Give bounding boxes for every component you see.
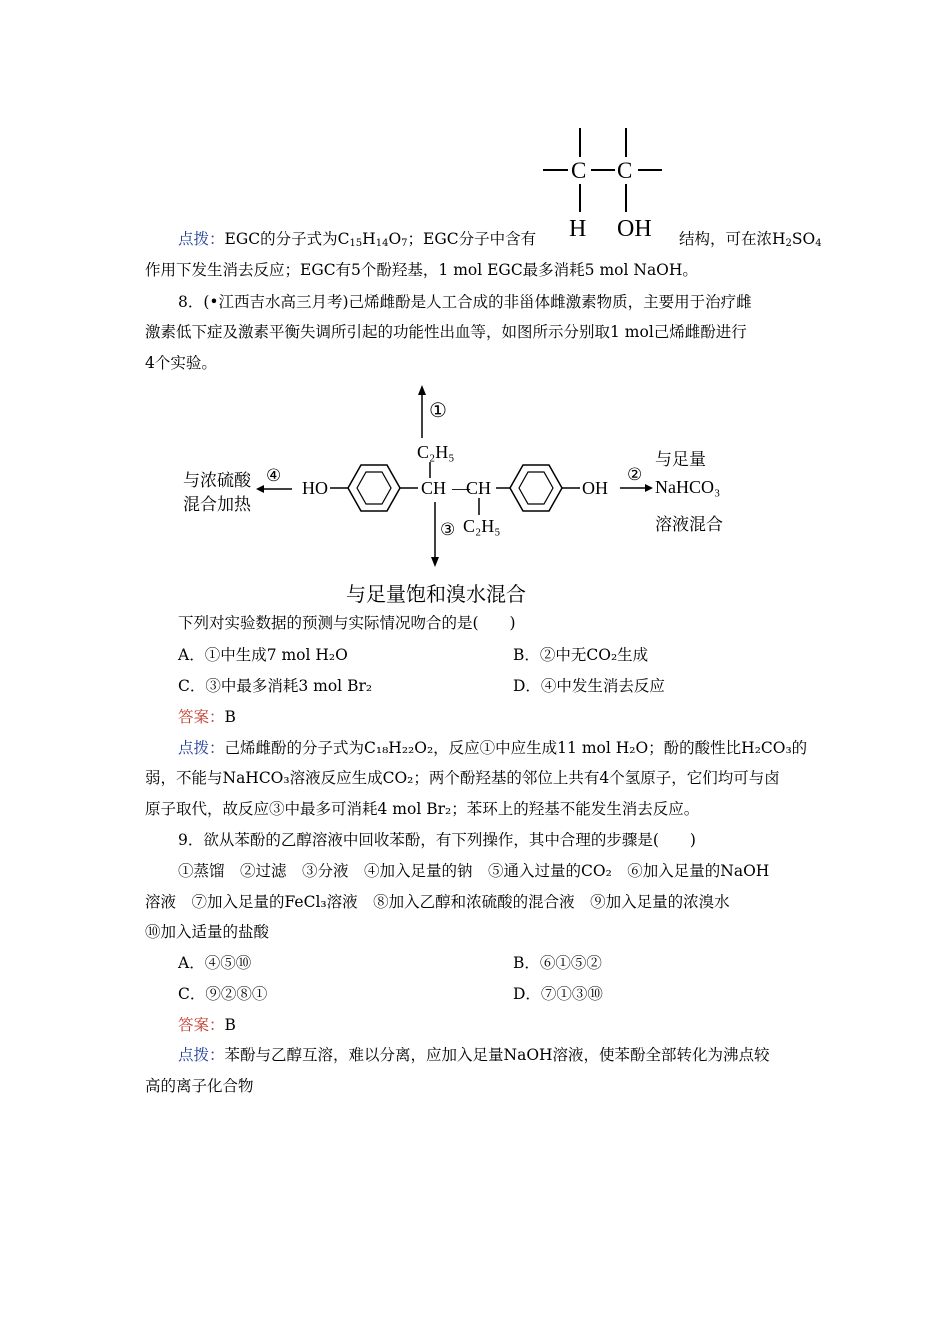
egc-atom-c2: C (617, 158, 633, 183)
note-label: 点拨： (178, 1046, 225, 1064)
c2h5-bottom: C₂H₅ (463, 516, 501, 536)
formula-part: O (388, 230, 402, 248)
ho-group: HO (302, 478, 328, 498)
q9-line4: ⑩加入适量的盐酸 (145, 923, 270, 941)
sub: 4 (815, 238, 822, 249)
answer-label: 答案： (178, 1016, 225, 1034)
left-text1: 与浓硫酸 (183, 471, 251, 491)
note-text: 己烯雌酚的分子式为C₁₈H₂₂O₂，反应①中应生成11 mol H₂O；酚的酸性比H₂CO₃的 (224, 739, 808, 757)
q9-note-line1 (178, 1045, 770, 1065)
egc-formula-text: EGC的分子式为C (224, 230, 350, 248)
q8-option-a: A．①中生成7 mol H₂O (178, 646, 348, 664)
q8-answer (178, 707, 236, 727)
egc-note-text: 结构，可在浓H (679, 230, 786, 248)
q9-note-line2: 高的离子化合物 (145, 1077, 254, 1095)
q9-option-c: C．⑨②⑧① (178, 985, 268, 1003)
c2h5-top: C₂H₅ (417, 442, 455, 462)
q9-option-d: D．⑦①③⑩ (513, 985, 603, 1003)
sub: 15 (349, 238, 363, 249)
q9-line1: 9．欲从苯酚的乙醇溶液中回收苯酚，有下列操作，其中合理的步骤是( ) (178, 831, 696, 849)
q8-option-d: D．④中发生消去反应 (513, 677, 665, 695)
q8-line3: 4个实验。 (145, 354, 217, 372)
sub: 14 (375, 238, 389, 249)
mark-3: ③ (440, 520, 456, 540)
sub: 7 (401, 238, 408, 249)
egc-atom-c1: C (571, 158, 587, 183)
ch-1: CH (421, 478, 447, 498)
q9-line2: ①蒸馏 ②过滤 ③分液 ④加入足量的钠 ⑤通入过量的CO₂ ⑥加入足量的NaOH (178, 862, 770, 880)
q8-stem: 下列对实验数据的预测与实际情况吻合的是( ) (178, 614, 516, 632)
answer-value: B (224, 1016, 236, 1034)
q9-option-b: B．⑥①⑤② (513, 954, 602, 972)
answer-value: B (224, 708, 236, 726)
egc-note-label: 点拨： (178, 230, 225, 248)
note-label: 点拨： (178, 739, 225, 757)
right-text2: NaHCO₃ (655, 477, 721, 497)
note-text: 苯酚与乙醇互溶，难以分离，应加入足量NaOH溶液，使苯酚全部转化为沸点较 (224, 1046, 770, 1064)
egc-note-text: ；EGC分子中含有 (407, 230, 537, 248)
mark-2: ② (627, 465, 643, 485)
formula-part: SO (791, 230, 816, 248)
q8-note-line1 (178, 738, 807, 758)
egc-note-line2: 作用下发生消去反应；EGC有5个酚羟基，1 mol EGC最多消耗5 mol NaOH。 (145, 261, 698, 279)
q9-answer (178, 1015, 236, 1035)
egc-atom-h: H (569, 216, 587, 242)
ch-2: CH (466, 478, 492, 498)
q8-option-b: B．②中无CO₂生成 (513, 646, 649, 664)
answer-label: 答案： (178, 708, 225, 726)
q8-option-c: C．③中最多消耗3 mol Br₂ (178, 677, 373, 695)
q8-line1: 8．(•江西吉水高三月考)己烯雌酚是人工合成的非甾体雌激素物质，主要用于治疗雌 (178, 293, 752, 311)
q9-line3: 溶液 ⑦加入足量的FeCl₃溶液 ⑧加入乙醇和浓硫酸的混合液 ⑨加入足量的浓溴水 (145, 893, 730, 911)
q8-note-line3: 原子取代，故反应③中最多可消耗4 mol Br₂；苯环上的羟基不能发生消去反应。 (145, 800, 700, 818)
egc-atom-oh: OH (617, 216, 652, 242)
mark-1: ① (429, 398, 447, 422)
sub: 2 (785, 238, 792, 249)
right-text3: 溶液混合 (655, 515, 723, 535)
q9-option-a: A．④⑤⑩ (178, 954, 252, 972)
mark-4: ④ (266, 466, 282, 486)
bottom-text: 与足量饱和溴水混合 (346, 582, 526, 606)
left-text2: 混合加热 (183, 495, 251, 515)
formula-part: H (362, 230, 376, 248)
bond-dash: — (452, 478, 470, 498)
oh-group: OH (582, 478, 608, 498)
q8-note-line2: 弱，不能与NaHCO₃溶液反应生成CO₂；两个酚羟基的邻位上共有4个氢原子，它们均可与卤 (145, 769, 780, 787)
right-text1: 与足量 (655, 450, 706, 470)
q8-line2: 激素低下症及激素平衡失调所引起的功能性出血等，如图所示分别取1 mol己烯雌酚进行 (145, 323, 747, 341)
